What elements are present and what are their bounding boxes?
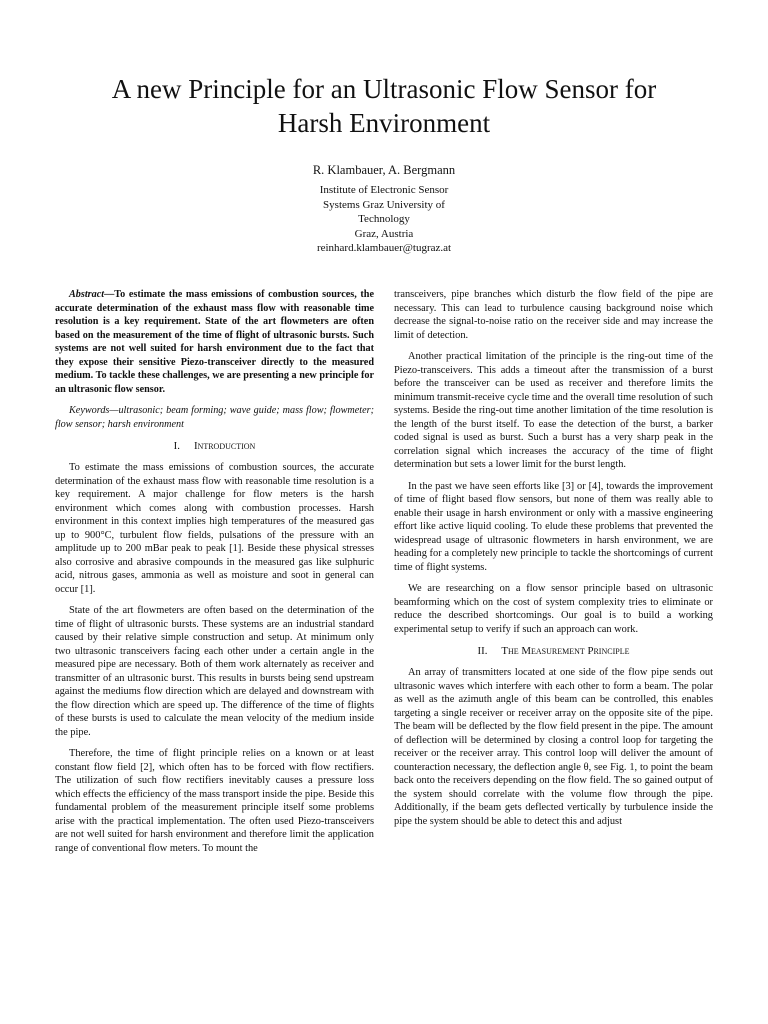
keywords-label: Keywords— [69,405,119,416]
keywords [55,404,374,431]
intro-paragraph-3: Therefore, the time of flight principle relies on a known or at least constant flow field [2], which often has to be forced with flow rectifiers. The utilization of such flow rectifiers inevitably causes a pressure loss which effects the efficiency of the mass transport inside the pipe. Beside this fundamental problem of the measurement principle itself some problems arise with the practical implementation. The often used Piezo-transceivers are not well suited for harsh environment and therefore limit the application range of conventional flow meters. To mount the [55,748,374,854]
left-column [55,288,374,855]
intro-paragraph-4: Another practical limitation of the principle is the ring-out time of the Piezo-transceivers. This adds a timeout after the transmission of a burst before the transceiver can be used as receiver and therefore limits the minimum transmit-receive cycle time and the overall time resolution of such systems. Beside the ring-out time another limitation of the time resolution is the length of the burst itself. To ease the detection of the burst, a barker coded signal is used as burst. Such a burst has a very sharp peak in the correlation signal which increases the accuracy of the time of flight determination but sets a lower limit for the burst length. [394,351,713,470]
section-1-title: Introduction [193,440,256,452]
affiliation-line-4: Graz, Austria [354,227,414,240]
section-heading-measurement-principle [394,644,713,658]
section-2-title: The Measurement Principle [501,645,630,657]
intro-paragraph-continued: transceivers, pipe branches which disturb the flow field of the pipe are necessary. This can lead to turbulence causing background noise which decrease the signal-to-noise ratio on the receiver side and may increase the limit of detection. [394,289,713,341]
abstract-dash: — [104,289,115,300]
section-2-number: II. [477,645,488,657]
affiliation-line-1: Institute of Electronic Sensor [319,184,449,196]
keywords-text: ultrasonic; beam forming; wave guide; mass flow; flowmeter; flow sensor; harsh environment [55,405,374,430]
abstract-label: Abstract [69,289,105,300]
author-email: reinhard.klambauer@tugraz.at [316,242,452,254]
affiliation-line-3: Technology [358,213,410,225]
affiliation-line-2: Systems Graz University of [323,198,445,211]
paper-title [40,72,728,140]
section-heading-introduction [55,439,374,453]
intro-paragraph-5: In the past we have seen efforts like [3] or [4], towards the improvement of time of flight based flow sensors, but none of them was really able to enable their usage in harsh environment or only with a massive engineering effort like active liquid cooling. To elude these problems that prevented the widespread usage of ultrasonic flowmeters in harsh environment, we are heading for a completely new principle to tackle the shortcomings of current time of flight systems. [394,480,713,573]
abstract-text: To estimate the mass emissions of combustion sources, the accurate determination of the exhaust mass flow with reasonable time resolution is a key requirement. State of the art flowmeters are often based on the measurement of the time of flight of ultrasonic bursts. Such systems are not well suited for harsh environment due to the fact that they expose their sensitive Piezo-transceiver directly to the measured medium. To tackle these challenges, we are presenting a new principle for an ultrasonic flow sensor. [55,289,374,395]
intro-paragraph-1: To estimate the mass emissions of combustion sources, the accurate determination of the exhaust mass flow with reasonable time resolution is a key requirement. A major challenge for flow meters is the harsh environment which comes along with combustion processes. Harsh environment in this context implies high temperatures of the measured gas up to 900°C, turbulent flow fields, pulsations of the pressure with an amplitude up to 200 mBar peak to peak [1]. Beside these physical stresses also corrosive and abrasive compounds in the measured gas like sulphuric acid, nitrous gases, ammonia as well as moisture and soot in general can occur [1]. [55,462,374,595]
title-line-1: A new Principle for an Ultrasonic Flow Sensor for [111,74,657,104]
abstract [55,288,374,396]
right-column [394,288,713,828]
intro-paragraph-2: State of the art flowmeters are often based on the determination of the time of flight of ultrasonic bursts. These systems are an industrial standard caused by their relative simple construction and setup. At minimum only two ultrasonic transceivers facing each other under a certain angle in the measured pipe are necessary. Both of them work alternately as receiver and transmitter of an ultrasonic burst. This results in bursts being send upstream against the mediums flow direction which are delayed and downstream with the flow direction which are speed up. The difference of the time of flights of these bursts is used to calculate the mean velocity of the medium inside the pipe. [55,605,374,738]
affiliation-block [284,183,484,256]
intro-paragraph-6: We are researching on a flow sensor principle based on ultrasonic beamforming which on the cost of system complexity tries to eliminate or reduce the described shortcomings. Our goal is to build a working experimental setup to verify if such an approach can work. [394,583,713,635]
author-names: R. Klambauer, A. Bergmann [312,163,456,177]
measurement-paragraph-1: An array of transmitters located at one side of the flow pipe sends out ultrasonic waves which interfere with each other to form a beam. The polar as well as the azimuth angle of this beam can be controlled, this enables targeting a single receiver or receiver array on the opposite site of the pipe. The beam will be deflected by the flow field present in the pipe. The amount of deflection will be determined by closing a control loop for targeting the receiver or the receiver array. This control loop will deliver the amount of counteraction necessary, the deflection angle θ, see Fig. 1, to point the beam back onto the receivers depending on the flow field. The so gained output of the system should correlate with the volume flow through the pipe. Additionally, if the beam gets deflected vertically by turbulence inside the pipe the system should be able to detect this and adjust [394,667,713,827]
title-line-2: Harsh Environment [277,108,491,138]
section-1-number: I. [173,440,180,452]
